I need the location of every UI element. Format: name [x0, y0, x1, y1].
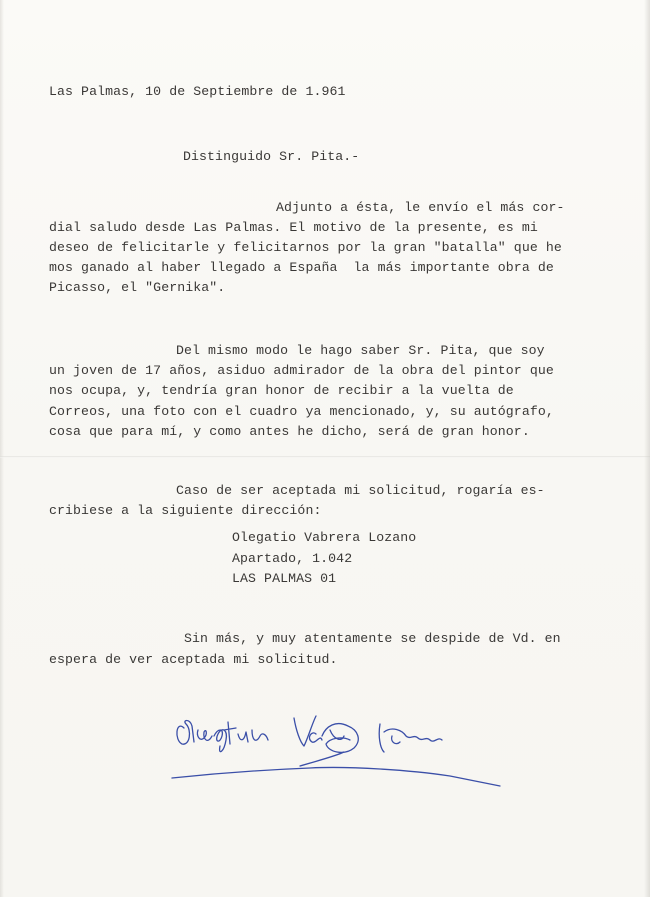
closing-line: espera de ver aceptada mi solicitud. — [49, 652, 338, 667]
closing-line: Sin más, y muy atentamente se despide de Vd. en — [184, 631, 561, 646]
address-city: LAS PALMAS 01 — [232, 571, 337, 586]
paper-fold-crease — [0, 456, 650, 458]
paragraph-3-line: Caso de ser aceptada mi solicitud, rogaría es- — [176, 483, 545, 498]
address-po-box: Apartado, 1.042 — [232, 551, 353, 566]
paragraph-1-line: mos ganado al haber llegado a España la más importante obra de — [49, 260, 554, 275]
paragraph-1-line: deseo de felicitarle y felicitarnos por la gran "batalla" que he — [49, 240, 562, 255]
date-line: Las Palmas, 10 de Septiembre de 1.961 — [49, 84, 346, 99]
paragraph-3-line: cribiese a la siguiente dirección: — [49, 503, 322, 518]
paragraph-1-line: dial saludo desde Las Palmas. El motivo de la presente, es mi — [49, 220, 538, 235]
paragraph-2-line: Correos, una foto con el cuadro ya mencionado, y, su autógrafo, — [49, 404, 554, 419]
address-name: Olegatio Vabrera Lozano — [232, 530, 417, 545]
paragraph-2-line: cosa que para mí, y como antes he dicho, será de gran honor. — [49, 424, 530, 439]
paragraph-2-line: nos ocupa, y, tendría gran honor de recibir a la vuelta de — [49, 383, 514, 398]
handwritten-signature — [170, 700, 510, 805]
paragraph-1-line: Picasso, el "Gernika". — [49, 280, 226, 295]
paragraph-1-line: Adjunto a ésta, le envío el más cor- — [276, 200, 565, 215]
salutation: Distinguido Sr. Pita.- — [183, 149, 360, 164]
paragraph-2-line: un joven de 17 años, asiduo admirador de la obra del pintor que — [49, 363, 554, 378]
paragraph-2-line: Del mismo modo le hago saber Sr. Pita, que soy — [176, 343, 545, 358]
